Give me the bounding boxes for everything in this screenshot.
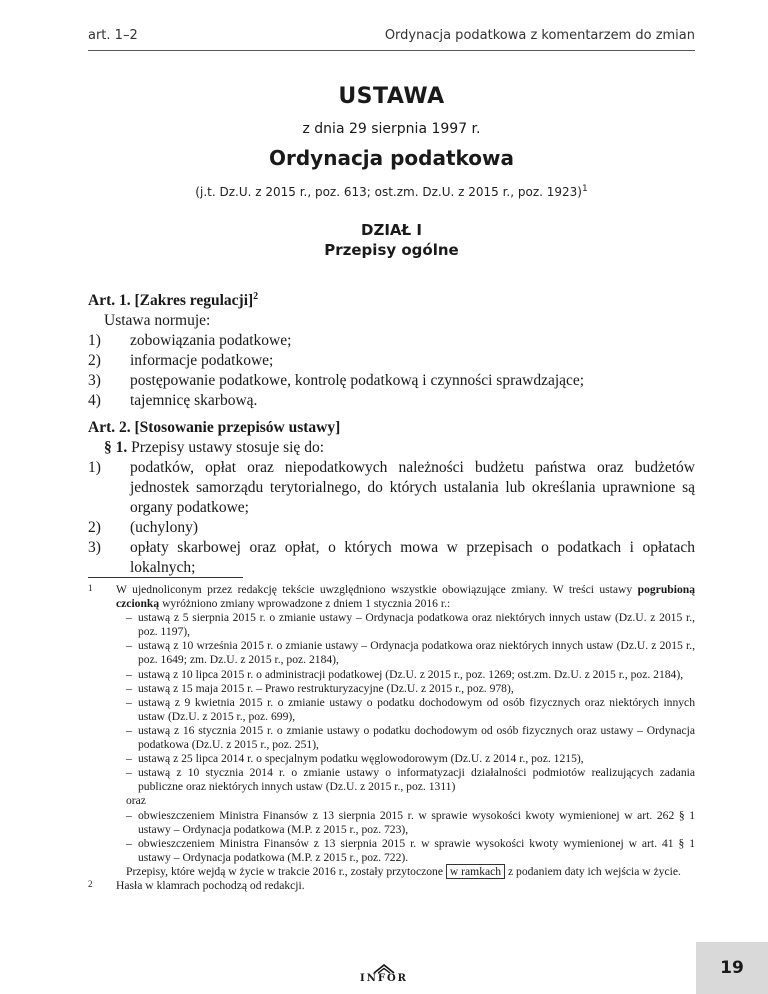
list-item xyxy=(88,391,695,411)
footnote-list-item: – obwieszczeniem Ministra Finansów z 13 sierpnia 2015 r. w sprawie wysokości kwoty wymienionej w art. 262 § 1 ustawy – Ordynacja podatkowa (M.P. z 2015 r., poz. 723), xyxy=(116,809,695,837)
publication-text: (j.t. Dz.U. z 2015 r., poz. 613; ost.zm. Dz.U. z 2015 r., poz. 1923) xyxy=(195,185,582,199)
publisher-logo xyxy=(360,964,408,984)
paragraph-marker: § 1. xyxy=(104,439,128,456)
section-title: Przepisy ogólne xyxy=(324,241,459,259)
footnote-1-outro xyxy=(116,865,695,879)
footnote-conjunction: oraz xyxy=(126,794,146,808)
list-item-text: postępowanie podatkowe, kontrolę podatkową i czynności sprawdzające; xyxy=(130,372,585,390)
list-item-text: (uchylony) xyxy=(130,519,199,536)
list-item-number: 1) xyxy=(88,459,101,476)
footnote-2-text: Hasła w klamrach pochodzą od redakcji. xyxy=(116,878,305,892)
footnote-number: 2 xyxy=(88,878,93,889)
footnotes xyxy=(88,583,695,893)
list-item-number: 3) xyxy=(88,539,101,556)
header-divider xyxy=(88,50,695,51)
list-item-number: 4) xyxy=(88,392,101,410)
list-item xyxy=(88,331,695,351)
page-number: 19 xyxy=(720,958,744,978)
footnote-list-item: – ustawą z 10 lipca 2015 r. o administracji podatkowej (Dz.U. z 2015 r., poz. 1269; ost.zm. Dz.U. z 2015 r., poz. 2184), xyxy=(116,668,695,682)
list-item-number: 2) xyxy=(88,519,101,536)
header-book-title: Ordynacja podatkowa z komentarzem do zmian xyxy=(384,28,695,43)
list-item-text: zobowiązania podatkowe; xyxy=(130,332,292,350)
footnote-list-item: – ustawą z 9 kwietnia 2015 r. o zmianie ustawy o podatku dochodowym od osób fizycznych oraz niektórych innych ustaw (Dz.U. z 2015 r., poz. 699), xyxy=(116,696,695,724)
article-1-footnote-ref: 2 xyxy=(253,291,259,302)
publisher-logo-text: INFOR xyxy=(360,973,408,984)
act-date: z dnia 29 sierpnia 1997 r. xyxy=(302,121,481,137)
article-1 xyxy=(88,287,695,411)
footnote-1-outro-a: Przepisy, które wejdą w życie w trakcie 2016 r., zostały przytoczone xyxy=(126,864,443,878)
article-2 xyxy=(88,418,695,578)
footnote-list-item: – obwieszczeniem Ministra Finansów z 13 sierpnia 2015 r. w sprawie wysokości kwoty wymienionej w art. 41 § 1 ustawy – Ordynacja podatkowa (M.P. z 2015 r., poz. 722). xyxy=(116,837,695,865)
list-item xyxy=(88,371,695,391)
list-item xyxy=(88,538,695,578)
section-heading xyxy=(88,220,695,260)
act-name: Ordynacja podatkowa xyxy=(268,146,515,170)
footnote-1-amendments xyxy=(88,611,695,879)
article-1-heading xyxy=(88,287,695,311)
footnote-list-item: – ustawą z 10 września 2015 r. o zmianie ustawy – Ordynacja podatkowa oraz niektórych innych ustaw (Dz.U. z 2015 r., poz. 1649; zm. Dz.U. z 2015 r., poz. 2184), xyxy=(116,639,695,667)
footnote-1-outro-b: z podaniem daty ich wejścia w życie. xyxy=(508,864,681,878)
list-item-text: tajemnicę skarbową. xyxy=(130,392,258,410)
list-item-text: podatków, opłat oraz niepodatkowych należności budżetu państwa oraz budżetów jednostek samorządu terytorialnego, do których ustalania lub określania uprawnione są organy podatkowe; xyxy=(130,459,695,516)
article-2-paragraph-1 xyxy=(88,438,695,458)
footnote-1 xyxy=(88,583,695,611)
section-number: DZIAŁ I xyxy=(361,221,422,239)
header-article-range: art. 1–2 xyxy=(88,28,138,43)
publication-footnote-ref: 1 xyxy=(581,184,588,194)
list-item-number: 2) xyxy=(88,352,101,370)
page-number-tab xyxy=(696,942,768,994)
list-item xyxy=(88,518,695,538)
footnote-list-item: – ustawą z 5 sierpnia 2015 r. o zmianie ustawy – Ordynacja podatkowa oraz niektórych innych ustaw (Dz.U. z 2015 r., poz. 1197), xyxy=(116,611,695,639)
footnote-list-item: – ustawą z 25 lipca 2014 r. o specjalnym podatku węglowodorowym (Dz.U. z 2014 r., poz. 1215), xyxy=(116,752,695,766)
article-1-heading-text: Art. 1. [Zakres regulacji] xyxy=(88,292,254,310)
list-item-text: opłaty skarbowej oraz opłat, o których mowa w przepisach o podatkach i opłatach lokalnych; xyxy=(130,539,695,576)
document-type-title: USTAWA xyxy=(338,84,445,109)
list-item-text: informacje podatkowe; xyxy=(130,352,274,370)
footnote-1-intro-a: W ujednoliconym przez redakcję tekście uwzględniono wszystkie obowiązujące zmiany. W treści ustawy xyxy=(116,583,633,596)
footnote-1-intro-b: wyróżniono zmiany wprowadzone z dniem 1 stycznia 2016 r.: xyxy=(162,597,451,611)
footnote-list-item: – ustawą z 15 maja 2015 r. – Prawo restrukturyzacyjne (Dz.U. z 2015 r., poz. 978), xyxy=(116,682,695,696)
footnote-2 xyxy=(88,879,695,893)
article-1-intro: Ustawa normuje: xyxy=(104,312,211,330)
footnote-list-item: – ustawą z 16 stycznia 2015 r. o zmianie ustawy o podatku dochodowym od osób fizycznych oraz ustawy – Ordynacja podatkowa (Dz.U. z 2015 r., poz. 251), xyxy=(116,724,695,752)
footnote-1-intro-bold: pogrubioną czcionką xyxy=(116,583,695,611)
paragraph-intro: Przepisy ustawy stosuje się do: xyxy=(131,439,324,456)
list-item xyxy=(88,351,695,371)
list-item-number: 3) xyxy=(88,372,101,390)
footnote-number: 1 xyxy=(88,583,93,593)
footnote-separator xyxy=(88,577,243,578)
article-2-heading: Art. 2. [Stosowanie przepisów ustawy] xyxy=(88,419,341,436)
publication-reference xyxy=(88,184,695,199)
boxed-text-example: w ramkach xyxy=(446,864,505,879)
list-item-number: 1) xyxy=(88,332,101,350)
list-item xyxy=(88,458,695,518)
footnote-list-item: – ustawą z 10 stycznia 2014 r. o zmianie ustawy o informatyzacji działalności podmiotów realizujących zadania publiczne oraz niektórych innych ustaw (Dz.U. z 2015 r., poz. 1311) xyxy=(116,766,695,794)
running-header xyxy=(88,28,695,43)
